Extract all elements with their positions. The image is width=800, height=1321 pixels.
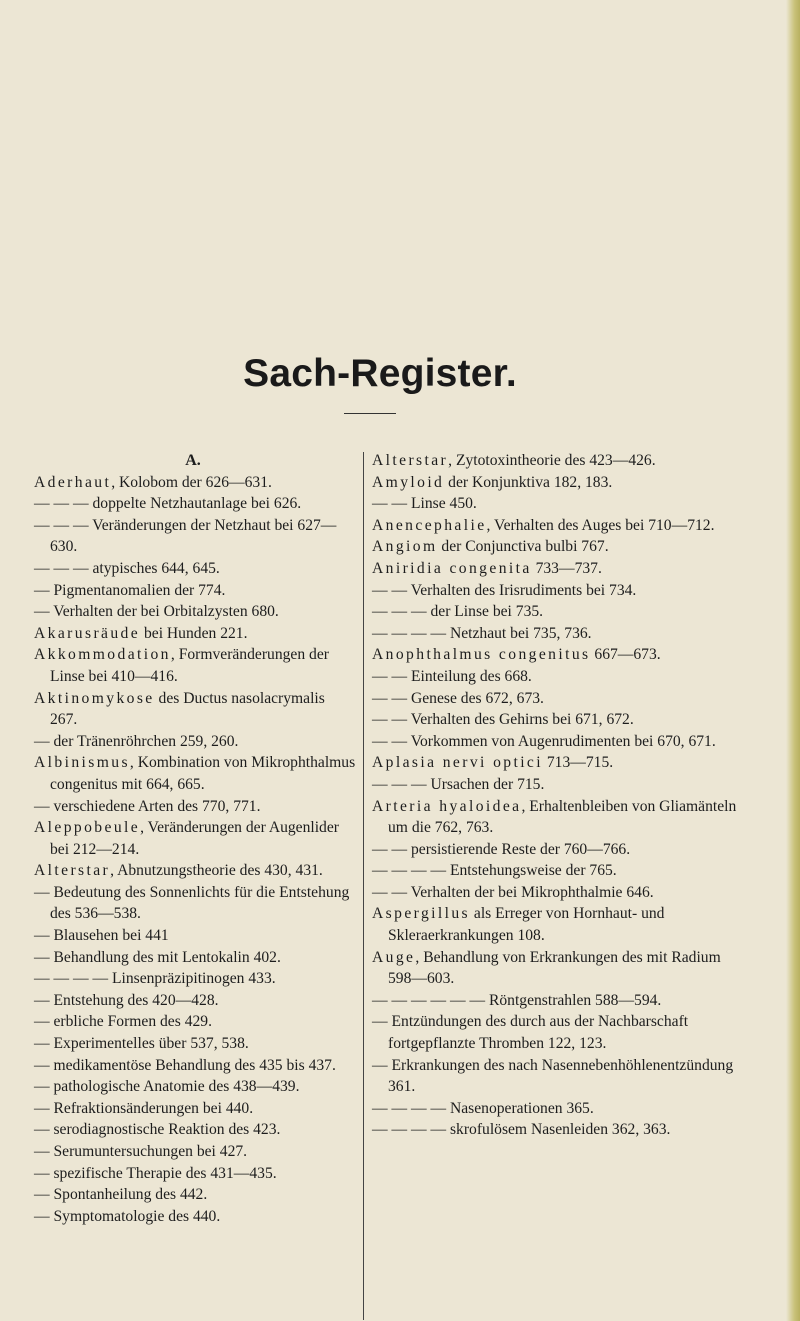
index-entry-text: , Kolobom der 626—631. — [111, 473, 272, 491]
index-entry — [34, 1119, 356, 1141]
index-entry-text: 733—737. — [531, 559, 602, 577]
index-entry-text: 713—715. — [542, 754, 614, 772]
index-entry-text: — — — — Linsenpräzipitinogen 433. — [34, 970, 276, 988]
index-keyword: Anencephalie — [372, 516, 487, 534]
index-entry — [372, 947, 740, 990]
index-entry-text: — — — — Netzhaut bei 735, 736. — [372, 624, 592, 642]
index-entry — [34, 644, 356, 687]
index-entry-text: — Experimentelles über 537, 538. — [34, 1035, 249, 1053]
index-entry — [34, 860, 356, 882]
index-entry-text: — — Genese des 672, 673. — [372, 689, 544, 707]
index-keyword: Alterstar — [372, 452, 449, 469]
index-keyword: Aplasia nervi optici — [372, 754, 543, 772]
index-entry-text: als Erreger von Hornhaut- und Skleraerkrankungen 108. — [388, 905, 665, 945]
index-entry-text: , Erhaltenbleiben von Gliamänteln um die 762, 763. — [388, 797, 737, 837]
index-keyword: Aleppobeule — [34, 819, 141, 837]
index-entry — [372, 903, 740, 946]
index-entry-text: — — persistierende Reste der 760—766. — [372, 840, 631, 858]
index-entry-text: — — — — skrofulösem Nasenleiden 362, 363. — [372, 1121, 671, 1139]
index-entry — [34, 1098, 356, 1120]
index-entry-text: — Blausehen bei 441 — [34, 927, 169, 945]
title-rule — [344, 413, 396, 414]
index-entry-text: — — Verhalten der bei Mikrophthalmie 646. — [372, 883, 654, 901]
index-entry-text: — Pigmentanomalien der 774. — [34, 581, 226, 599]
index-entry — [34, 601, 356, 623]
index-entry — [372, 796, 740, 839]
index-entry-text: , Formveränderungen der Linse bei 410—416. — [50, 646, 329, 685]
index-entry-text: , Zytotoxintheorie des 423—426. — [448, 452, 656, 469]
index-entry — [34, 968, 356, 990]
index-entry — [34, 558, 356, 580]
index-entry — [372, 1098, 740, 1120]
index-entry — [372, 601, 740, 623]
index-entry — [372, 688, 740, 710]
index-entry — [34, 731, 356, 753]
index-entry — [372, 666, 740, 688]
index-entry-text: , Kombination von Mikrophthalmus congenitus mit 664, 665. — [50, 754, 356, 793]
index-entry — [34, 493, 356, 515]
index-entry-text: 667—673. — [590, 646, 661, 664]
index-entry — [372, 839, 740, 861]
index-entry-text: — — Verhalten des Gehirns bei 671, 672. — [372, 711, 634, 729]
index-entry — [34, 752, 356, 795]
index-entry-text: der Konjunktiva 182, 183. — [444, 473, 613, 491]
index-entry — [372, 882, 740, 904]
index-entry — [372, 493, 740, 515]
index-keyword: Alterstar — [34, 862, 111, 880]
index-entry-text: — Entstehung des 420—428. — [34, 991, 219, 1009]
index-entry — [372, 1055, 740, 1098]
index-entry — [372, 515, 740, 537]
page-edge — [786, 0, 800, 1321]
index-entry — [34, 515, 356, 558]
index-entry-text: — — — der Linse bei 735. — [372, 603, 544, 621]
index-entry-text: — — — Ursachen der 715. — [372, 775, 545, 793]
index-entry — [372, 580, 740, 602]
index-entry-text: — der Tränenröhrchen 259, 260. — [34, 732, 239, 750]
index-keyword: Anophthalmus congenitus — [372, 646, 591, 664]
index-entry-text: des Ductus nasolacrymalis 267. — [50, 689, 325, 729]
index-entry-text: — — — — Nasenoperationen 365. — [372, 1099, 594, 1117]
index-entry — [34, 990, 356, 1012]
index-entry-text: bei Hunden 221. — [140, 624, 248, 642]
index-entry — [34, 882, 356, 925]
index-keyword: Aniridia congenita — [372, 559, 532, 577]
index-entry — [34, 1076, 356, 1098]
left-column — [34, 450, 356, 1227]
index-entry-text: — — Linse 450. — [372, 495, 477, 513]
index-entry-text: — — — atypisches 644, 645. — [34, 559, 220, 577]
index-entry-text: — Symptomatologie des 440. — [34, 1207, 221, 1225]
index-entry-text: — Bedeutung des Sonnenlichts für die Entstehung des 536—538. — [34, 883, 350, 923]
index-entry — [34, 688, 356, 731]
right-entries — [372, 450, 740, 1141]
index-entry — [34, 580, 356, 602]
index-entry — [372, 450, 740, 472]
index-entry-text: — spezifische Therapie des 431—435. — [34, 1164, 277, 1182]
index-entry-text: — — Vorkommen von Augenrudimenten bei 670, 671. — [372, 732, 716, 750]
index-entry-text: — serodiagnostische Reaktion des 423. — [34, 1121, 281, 1139]
index-keyword: Akarusräude — [34, 624, 141, 642]
index-entry — [34, 1163, 356, 1185]
index-entry — [34, 925, 356, 947]
index-entry — [372, 860, 740, 882]
index-entry-text: — erbliche Formen des 429. — [34, 1013, 212, 1031]
index-entry — [34, 1055, 356, 1077]
index-entry — [372, 774, 740, 796]
index-entry — [34, 1141, 356, 1163]
index-entry-text: , Behandlung von Erkrankungen des mit Radium 598—603. — [388, 948, 721, 988]
index-keyword: Aktinomykose — [34, 689, 155, 707]
index-entry-text: — Verhalten der bei Orbitalzysten 680. — [34, 603, 279, 621]
index-keyword: Akkommodation — [34, 646, 171, 664]
index-entry-text: — Behandlung des mit Lentokalin 402. — [34, 948, 281, 966]
index-entry — [34, 796, 356, 818]
index-entry-text: — medikamentöse Behandlung des 435 bis 437. — [34, 1056, 336, 1074]
index-entry-text: — — — — Entstehungsweise der 765. — [372, 862, 617, 880]
index-entry-text: — — Verhalten des Irisrudiments bei 734. — [372, 581, 637, 599]
index-entry — [372, 536, 740, 558]
right-column — [372, 450, 740, 1141]
index-entry — [34, 1033, 356, 1055]
column-divider — [363, 452, 364, 1320]
index-keyword: Aderhaut — [34, 473, 112, 491]
index-entry — [372, 1119, 740, 1141]
left-entries — [34, 472, 356, 1228]
index-entry — [372, 752, 740, 774]
index-entry-text: — verschiedene Arten des 770, 771. — [34, 797, 261, 815]
index-entry — [34, 947, 356, 969]
index-entry — [34, 623, 356, 645]
index-entry — [34, 1184, 356, 1206]
index-keyword: Amyloid — [372, 473, 445, 491]
index-entry-text: — Entzündungen des durch aus der Nachbarschaft fortgepflanzte Thromben 122, 123. — [372, 1013, 689, 1053]
index-entry-text: — — — doppelte Netzhautanlage bei 626. — [34, 495, 302, 513]
index-keyword: Auge — [372, 948, 416, 966]
index-entry-text: — Refraktionsänderungen bei 440. — [34, 1099, 254, 1117]
index-keyword: Albinismus — [34, 754, 130, 772]
index-keyword: Angiom — [372, 538, 438, 556]
index-entry — [372, 623, 740, 645]
index-entry — [372, 1011, 740, 1054]
index-entry — [34, 1206, 356, 1228]
index-entry-text: der Conjunctiva bulbi 767. — [437, 538, 609, 556]
index-entry — [372, 472, 740, 494]
index-entry-text: , Veränderungen der Augenlider bei 212—214. — [50, 819, 339, 858]
index-entry-text: — — — Veränderungen der Netzhaut bei 627—630. — [34, 516, 337, 556]
index-entry-text: — — — — — — Röntgenstrahlen 588—594. — [372, 991, 662, 1009]
index-entry-text: — Erkrankungen des nach Nasennebenhöhlenentzündung 361. — [372, 1056, 734, 1096]
index-keyword: Arteria hyaloidea — [372, 797, 522, 815]
index-entry-text: — — Einteilung des 668. — [372, 667, 532, 685]
page-title: Sach-Register. — [243, 352, 517, 395]
index-entry-text: — Serumuntersuchungen bei 427. — [34, 1143, 248, 1160]
index-entry — [372, 558, 740, 580]
index-entry — [372, 731, 740, 753]
index-entry-text: , Abnutzungstheorie des 430, 431. — [110, 862, 323, 880]
index-entry-text: — Spontanheilung des 442. — [34, 1186, 208, 1204]
index-entry — [372, 644, 740, 666]
index-entry — [34, 1011, 356, 1033]
index-entry — [372, 709, 740, 731]
index-entry — [372, 990, 740, 1012]
index-entry — [34, 817, 356, 860]
index-entry-text: , Verhalten des Auges bei 710—712. — [486, 516, 715, 534]
index-keyword: Aspergillus — [372, 905, 471, 923]
section-letter: A. — [185, 452, 201, 469]
index-entry-text: — pathologische Anatomie des 438—439. — [34, 1078, 300, 1096]
index-entry — [34, 472, 356, 494]
